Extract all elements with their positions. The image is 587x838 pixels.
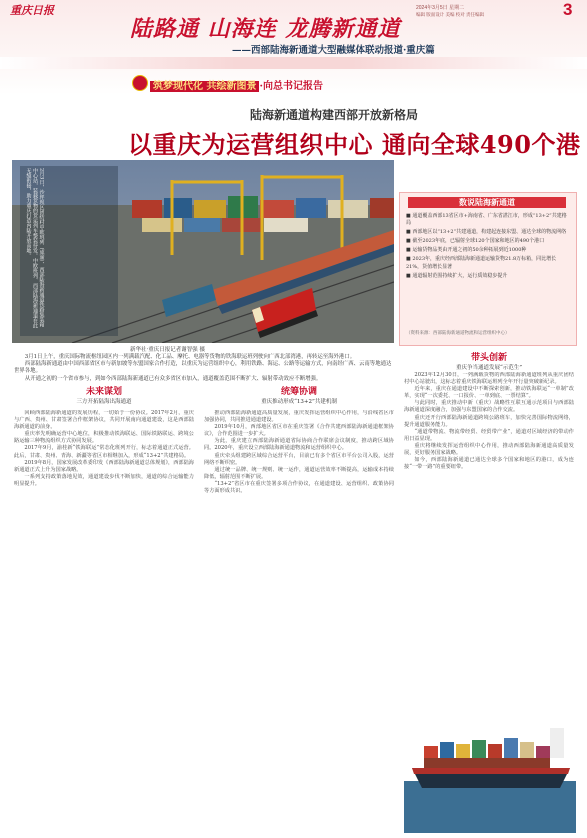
body-paragraph: 通过统一品牌、统一规则、统一运作，通道运营效率不断提高，运输成本持续降低，辐射范围不断扩展。: [204, 466, 394, 480]
sidebar-item: ■ 通道覆盖西部13省区市+海南省、广东省湛江市，形成“13+2”共建格局: [406, 213, 567, 227]
section-coordination: [204, 384, 394, 405]
section-coordination-body: [204, 410, 394, 832]
body-paragraph: “通道带物流、物流带经贸、经贸带产业”，通道对区域经济的带动作用日益显现。: [404, 428, 574, 442]
section-subtitle: 三方开拓陆海出海通道: [76, 399, 132, 405]
body-paragraph: 2023年12月30日，一列满载货物的西部陆海新通道班列从重庆团结村中心站驶出，这标志着重庆铁海联运班列全年开行量突破新纪录。: [404, 372, 574, 386]
article-kicker: 陆海新通道构建西部开放新格局: [250, 108, 419, 122]
body-paragraph: 近年来，重庆在通道建设中不断探索创新，推动铁海联运“一单制”改革，实现“一次委托、一口报价、一单到底、一票结算”。: [404, 386, 574, 400]
sidebar-title: 数说陆海新通道: [408, 197, 566, 208]
section-planning-body: [14, 410, 194, 832]
sidebar-item: ■ 通道辐射范围持续扩大，运行质效稳步提升: [406, 272, 508, 279]
article-headline: 以重庆为运营组织中心 通向全球490个港: [128, 130, 581, 159]
body-paragraph: 推动西部陆海新通道高质量发展，重庆发挥运营组织中心作用，与沿线省区市加强协同，共同推进通道建设。: [204, 410, 394, 424]
body-paragraph: 一系列支持政策落地见效，通道建设步伐不断加快，通道的综合运输能力明显提升。: [14, 473, 194, 487]
body-paragraph: 2019年10月，西部地区省区市在重庆签署《合作共建西部陆海新通道框架协议》，合作范围进一步扩大。: [204, 424, 394, 438]
banner-subtitle: ——西部陆海新通道大型融媒体联动报道·重庆篇: [232, 45, 435, 56]
date-line: 2024年3月5日 星期二: [416, 5, 465, 11]
section-innovation: [404, 350, 574, 371]
sidebar-list: [406, 213, 570, 282]
page-number: 3: [563, 0, 573, 19]
body-paragraph: 重庆率先明确运营中心地位，积极推动铁海联运、国际铁路联运、跨境公路运输三种物流组织方式协同发展。: [14, 431, 194, 445]
editor-credits: 编辑 版面设计 美编 校对 责任编辑: [416, 12, 484, 17]
sidebar-item: ■ 西部地区以“13+2”共建通道，构建起连接东盟、通达全球的物流网络: [406, 229, 567, 236]
lead-paragraph: 3月1日上午，重庆国际物流枢纽园区内一列满载汽配、化工品、摩托、电器等货物的铁海联运班列驶向广西北部湾港，再转运至海外港口。: [24, 354, 356, 360]
lead-paragraph: 从开通之初的一个省市参与，到如今西部陆海新通道已有众多省区市加入，通道覆盖范围不断扩大、辐射带动效应不断增强。: [24, 375, 322, 382]
section-planning: [14, 384, 194, 405]
lead-paragraph: 西部陆海新通道由中国西部省区市与新加坡等东盟国家合作打造，以重庆为运营组织中心，利用铁路、海运、公路等运输方式，向南经广西、云南等地通达世界各地。: [14, 361, 392, 375]
sidebar-source-note: （资料来源：西部陆海新通道物流和运营组织中心）: [406, 331, 510, 336]
section-innovation-body: [404, 372, 574, 676]
sidebar-item: ■ 截至2023年底，已辐射全球120个国家和地区的490个港口: [406, 238, 545, 245]
body-paragraph: 与此同时，重庆推动中新（重庆）战略性互联互通示范项目与西部陆海新通道深度融合，加强与东盟国家的合作交流。: [404, 400, 574, 414]
section-title: 未来谋划: [85, 387, 122, 397]
decorative-band: [0, 57, 587, 69]
sidebar-item: ■ 2023年，重庆经西部陆海新通道运输货物21.8万标箱，同比增长21%，货值增长显著: [406, 256, 557, 270]
report-tail: ·向总书记报告: [259, 81, 323, 92]
banner-title: 陆路通 山海连 龙腾新通道: [130, 16, 401, 42]
container-ship-image: [404, 676, 576, 833]
body-paragraph: “13+2”省区市在重庆签署多项合作协议，在通道建设、运营组织、政策协同等方面形成共识。: [204, 480, 394, 495]
ship-illustration: [404, 676, 576, 833]
body-paragraph: 2019年8月，国家发展改革委印发《西部陆海新通道总体规划》，西部陆海新通道正式上升为国家战略。: [14, 459, 194, 473]
section-subtitle: 重庆争当通道发展“示范生”: [455, 365, 523, 371]
newspaper-logo: 重庆日报: [10, 4, 54, 17]
body-paragraph: 重庆还开行西部陆海新通道跨境公路班车，加快完善国际物流网络，提升通道服务能力。: [404, 414, 574, 428]
photo-credit: 新华社·重庆日报记者谢智强 摄: [130, 347, 205, 353]
section-title: 带头创新: [470, 353, 507, 363]
body-paragraph: 重庆将继续发挥运营组织中心作用，推动西部陆海新通道高质量发展，更好服务国家战略。: [404, 442, 574, 457]
report-highlight: 筑梦现代化 共绘新图景: [150, 81, 259, 92]
body-paragraph: 如今，西部陆海新通道已通达全球多个国家和地区的港口，成为连接“一带一路”的重要纽带。: [404, 457, 574, 471]
section-title: 统筹协调: [280, 387, 317, 397]
article-lead: [14, 354, 392, 383]
body-paragraph: 重庆牵头组建跨区域综合运营平台，目前已有多个省区市平台公司入股，运营网络不断织密。: [204, 452, 394, 466]
report-column-title: [150, 77, 323, 92]
party-emblem-icon: [132, 75, 148, 91]
sidebar-item: ■ 运输货物品类由开通之初的50余种拓展到近1000种: [406, 247, 527, 254]
body-paragraph: 回顾西部陆海新通道的发展历程，一切始于一份协议。2017年2月，重庆与广西、贵州、甘肃签署合作框架协议，共同开展南向通道建设，这是西部陆海新通道的前身。: [14, 410, 194, 431]
body-paragraph: 2017年9月，渝桂新“铁海联运”常态化班列开行，标志着通道正式运营。此后，甘肃、贵州、青海、新疆等省区市相继加入，形成“13+2”共建格局。: [14, 445, 194, 459]
body-paragraph: 为此，重庆建立西部陆海新通道省际协商合作联席会议制度，推动跨区域协同。2020年，重庆设立西部陆海新通道物流和运营组织中心。: [204, 438, 394, 452]
photo-caption: 2月3日，沙坪坝区团结村中欧班列（成渝）、西部陆海新通道铁路集装箱中心站，装载货物的货运列车整装待发。中欧班列、西部陆海新通道在此无缝衔接，助力重庆打造内陆开放高地。: [25, 168, 45, 328]
section-subtitle: 重庆推动形成“13+2”共建机制: [261, 399, 337, 405]
